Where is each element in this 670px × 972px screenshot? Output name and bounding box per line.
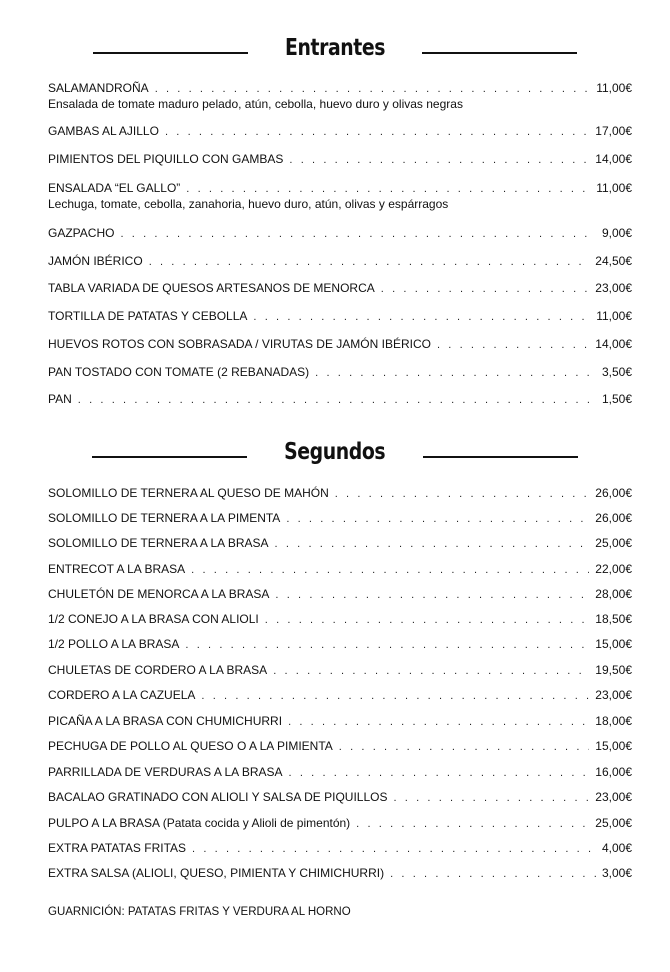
dot-leader: [437, 338, 589, 353]
menu-item: [48, 486, 632, 502]
menu-item-name: PARRILLADA DE VERDURAS A LA BRASA: [48, 765, 283, 779]
section-title-entrantes: Entrantes: [284, 35, 386, 61]
dot-leader: [78, 393, 596, 408]
menu-item-price: 18,00€: [595, 714, 632, 728]
menu-item-name: ENTRECOT A LA BRASA: [48, 562, 186, 576]
menu-item-row: [48, 536, 632, 552]
menu-item-price: 25,00€: [595, 816, 632, 830]
menu-item-row: [48, 739, 632, 755]
menu-item-name: PECHUGA DE POLLO AL QUESO O A LA PIMIENTA: [48, 739, 333, 753]
menu-item: [48, 637, 632, 653]
menu-item-row: [48, 765, 632, 781]
menu-item-name: CHULETÓN DE MENORCA A LA BRASA: [48, 587, 270, 601]
menu-item: [48, 612, 632, 628]
menu-item: [48, 365, 632, 381]
menu-item: [48, 511, 632, 527]
menu-item-price: 23,00€: [595, 790, 632, 804]
dot-leader: [286, 512, 589, 527]
menu-item-name: EXTRA SALSA (ALIOLI, QUESO, PIMIENTA Y CHIMICHURRI): [48, 866, 385, 880]
menu-item-row: [48, 612, 632, 628]
menu-item-name: PAN TOSTADO CON TOMATE (2 REBANADAS): [48, 365, 310, 379]
menu-item-price: 16,00€: [595, 765, 632, 779]
menu-item-price: 14,00€: [595, 337, 632, 351]
menu-item-row: [48, 663, 632, 679]
menu-item-name: 1/2 POLLO A LA BRASA: [48, 637, 180, 651]
menu-item-name: BACALAO GRATINADO CON ALIOLI Y SALSA DE PIQUILLOS: [48, 790, 388, 804]
dot-leader: [120, 227, 596, 242]
menu-item-price: 11,00€: [596, 81, 632, 95]
menu-item-row: [48, 486, 632, 502]
menu-item: [48, 562, 632, 578]
menu-item: [48, 124, 632, 140]
dot-leader: [253, 310, 590, 325]
menu-item: [48, 866, 632, 882]
menu-item: [48, 816, 632, 832]
dot-leader: [155, 82, 591, 97]
menu-item-name: 1/2 CONEJO A LA BRASA CON ALIOLI: [48, 612, 259, 626]
dot-leader: [289, 153, 589, 168]
dot-leader: [288, 715, 589, 730]
menu-item-row: [48, 81, 632, 97]
menu-item: [48, 714, 632, 730]
menu-item-price: 9,00€: [601, 226, 632, 240]
menu-item-row: [48, 866, 632, 882]
dot-leader: [289, 766, 590, 781]
menu-item-price: 15,00€: [595, 739, 632, 753]
menu-item-price: 3,00€: [601, 866, 632, 880]
menu-item: [48, 536, 632, 552]
menu-item: [48, 739, 632, 755]
menu-item-price: 4,00€: [601, 841, 632, 855]
dot-leader: [185, 638, 589, 653]
dot-leader: [335, 487, 590, 502]
menu-item: [48, 392, 632, 408]
menu-item-row: [48, 790, 632, 806]
menu-item-price: 15,00€: [595, 637, 632, 651]
section-header-entrantes: [0, 30, 670, 66]
menu-item-row: [48, 688, 632, 704]
dot-leader: [265, 613, 590, 628]
menu-item-price: 18,50€: [595, 612, 632, 626]
menu-item-price: 22,00€: [595, 562, 632, 576]
menu-item-name: SOLOMILLO DE TERNERA A LA PIMENTA: [48, 511, 281, 525]
menu-item-row: [48, 816, 632, 832]
menu-item-price: 24,50€: [595, 254, 632, 268]
title-rule-right: [422, 52, 577, 54]
menu-item-price: 17,00€: [595, 124, 632, 138]
dot-leader: [192, 842, 596, 857]
menu-item-row: [48, 841, 632, 857]
menu-item-name: GAZPACHO: [48, 226, 115, 240]
dot-leader: [275, 588, 589, 603]
menu-item-row: [48, 226, 632, 242]
menu-item-name: PIMIENTOS DEL PIQUILLO CON GAMBAS: [48, 152, 284, 166]
menu-item-name: PICAÑA A LA BRASA CON CHUMICHURRI: [48, 714, 283, 728]
menu-item-row: [48, 562, 632, 578]
menu-item-price: 1,50€: [601, 392, 632, 406]
menu-item-row: [48, 254, 632, 270]
dot-leader: [381, 282, 590, 297]
dot-leader: [191, 563, 589, 578]
dot-leader: [165, 125, 589, 140]
menu-item-row: [48, 337, 632, 353]
dot-leader: [393, 791, 589, 806]
dot-leader: [149, 255, 590, 270]
menu-item-row: [48, 392, 632, 408]
menu-item-row: [48, 365, 632, 381]
menu-item: [48, 181, 632, 212]
menu-item: [48, 663, 632, 679]
garnish-note: GUARNICIÓN: PATATAS FRITAS Y VERDURA AL HORNO: [48, 906, 351, 918]
menu-item: [48, 790, 632, 806]
menu-item-price: 26,00€: [595, 486, 632, 500]
menu-item-name: PULPO A LA BRASA (Patata cocida y Alioli de pimentón): [48, 816, 351, 830]
dot-leader: [186, 182, 590, 197]
menu-item-row: [48, 281, 632, 297]
menu-item: [48, 309, 632, 325]
menu-item: [48, 152, 632, 168]
dot-leader: [390, 867, 596, 882]
menu-item-price: 14,00€: [595, 152, 632, 166]
menu-item: [48, 587, 632, 603]
menu-item-name: JAMÓN IBÉRICO: [48, 254, 143, 268]
menu-item-name: PAN: [48, 392, 72, 406]
dot-leader: [339, 740, 590, 755]
section-title-segundos: Segundos: [284, 439, 386, 465]
menu-item-row: [48, 309, 632, 325]
menu-item: [48, 765, 632, 781]
menu-item-row: [48, 181, 632, 197]
menu-item: [48, 81, 632, 112]
menu-item-price: 23,00€: [595, 688, 632, 702]
menu-item-price: 11,00€: [596, 181, 632, 195]
menu-item-price: 23,00€: [595, 281, 632, 295]
menu-item-name: CORDERO A LA CAZUELA: [48, 688, 196, 702]
menu-item-name: SALAMANDROÑA: [48, 81, 149, 95]
menu-item-description: Ensalada de tomate maduro pelado, atún, cebolla, huevo duro y olivas negras: [48, 97, 463, 111]
menu-item-row: [48, 152, 632, 168]
menu-item-name: SOLOMILLO DE TERNERA A LA BRASA: [48, 536, 269, 550]
menu-item-name: HUEVOS ROTOS CON SOBRASADA / VIRUTAS DE JAMÓN IBÉRICO: [48, 337, 431, 351]
menu-item-row: [48, 714, 632, 730]
title-rule-left: [92, 456, 247, 458]
section-header-segundos: [0, 434, 670, 470]
menu-item-name: TABLA VARIADA DE QUESOS ARTESANOS DE MENORCA: [48, 281, 375, 295]
menu-item: [48, 281, 632, 297]
dot-leader: [275, 537, 590, 552]
menu-item: [48, 841, 632, 857]
menu-item-name: SOLOMILLO DE TERNERA AL QUESO DE MAHÓN: [48, 486, 329, 500]
menu-item-row: [48, 511, 632, 527]
title-rule-right: [423, 456, 578, 458]
menu-item-price: 28,00€: [595, 587, 632, 601]
title-rule-left: [93, 52, 248, 54]
menu-item-price: 19,50€: [595, 663, 632, 677]
menu-item: [48, 688, 632, 704]
menu-item-row: [48, 124, 632, 140]
dot-leader: [273, 664, 589, 679]
menu-item-name: TORTILLA DE PATATAS Y CEBOLLA: [48, 309, 248, 323]
dot-leader: [201, 689, 589, 704]
menu-item: [48, 337, 632, 353]
dot-leader: [356, 817, 589, 832]
menu-item-row: [48, 587, 632, 603]
menu-item-price: 11,00€: [596, 309, 632, 323]
menu-item: [48, 254, 632, 270]
menu-item: [48, 226, 632, 242]
dot-leader: [315, 366, 596, 381]
menu-item-description: Lechuga, tomate, cebolla, zanahoria, huevo duro, atún, olivas y espárragos: [48, 197, 449, 211]
menu-item-name: EXTRA PATATAS FRITAS: [48, 841, 187, 855]
menu-item-price: 26,00€: [595, 511, 632, 525]
menu-item-name: CHULETAS DE CORDERO A LA BRASA: [48, 663, 268, 677]
menu-item-row: [48, 637, 632, 653]
menu-item-price: 3,50€: [601, 365, 632, 379]
menu-item-name: GAMBAS AL AJILLO: [48, 124, 159, 138]
menu-item-name: ENSALADA “EL GALLO”: [48, 181, 181, 195]
menu-item-price: 25,00€: [595, 536, 632, 550]
